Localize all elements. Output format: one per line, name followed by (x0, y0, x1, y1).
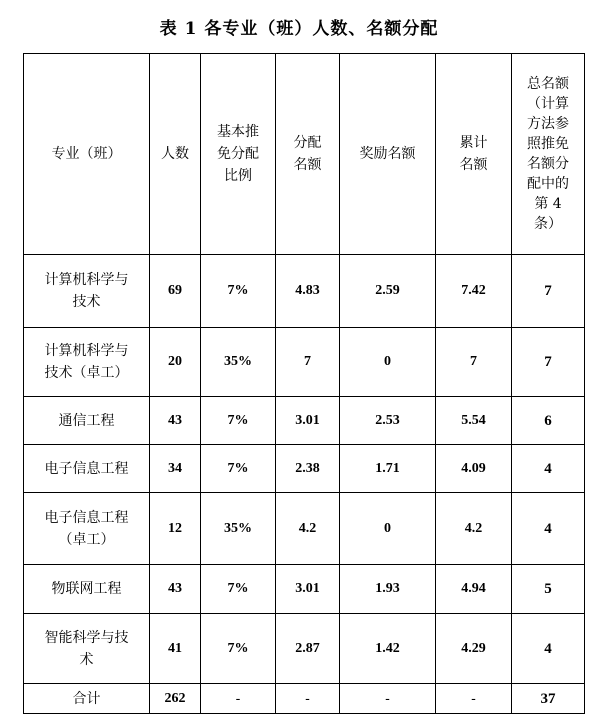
cell-count: 43 (150, 397, 201, 445)
cell-major: 通信工程 (24, 397, 150, 445)
cell-alloc: 2.87 (276, 614, 340, 684)
cell-ratio: 7% (201, 397, 276, 445)
cell-reward: 1.42 (340, 614, 436, 684)
total-total: 37 (512, 684, 585, 714)
cell-count: 20 (150, 328, 201, 397)
cell-total: 6 (512, 397, 585, 445)
total-alloc: - (276, 684, 340, 714)
header-count: 人数 (150, 54, 201, 255)
header-major: 专业（班） (24, 54, 150, 255)
cell-alloc: 3.01 (276, 397, 340, 445)
cell-major: 计算机科学与 技术 (24, 255, 150, 328)
cell-reward: 0 (340, 328, 436, 397)
cell-count: 12 (150, 493, 201, 565)
cell-ratio: 7% (201, 614, 276, 684)
total-ratio: - (201, 684, 276, 714)
cell-alloc: 2.38 (276, 445, 340, 493)
cell-cumulative: 4.29 (436, 614, 512, 684)
cell-cumulative: 7 (436, 328, 512, 397)
table-row (24, 397, 585, 445)
total-cumulative: - (436, 684, 512, 714)
cell-major: 物联网工程 (24, 565, 150, 614)
table-title: 表 1 各专业（班）人数、名额分配 (159, 19, 439, 39)
header-row (24, 54, 585, 255)
table-row (24, 328, 585, 397)
cell-count: 43 (150, 565, 201, 614)
cell-cumulative: 4.09 (436, 445, 512, 493)
cell-total: 7 (512, 255, 585, 328)
cell-major: 智能科学与技 术 (24, 614, 150, 684)
cell-alloc: 4.2 (276, 493, 340, 565)
cell-total: 5 (512, 565, 585, 614)
table-row (24, 493, 585, 565)
cell-count: 41 (150, 614, 201, 684)
cell-cumulative: 5.54 (436, 397, 512, 445)
header-cumulative: 累计 名额 (436, 54, 512, 255)
cell-total: 7 (512, 328, 585, 397)
cell-total: 4 (512, 614, 585, 684)
total-label: 合计 (24, 684, 150, 714)
cell-cumulative: 7.42 (436, 255, 512, 328)
cell-ratio: 7% (201, 255, 276, 328)
cell-cumulative: 4.94 (436, 565, 512, 614)
cell-ratio: 35% (201, 493, 276, 565)
cell-total: 4 (512, 493, 585, 565)
cell-major: 电子信息工程 （卓工） (24, 493, 150, 565)
total-reward: - (340, 684, 436, 714)
cell-total: 4 (512, 445, 585, 493)
cell-reward: 2.53 (340, 397, 436, 445)
cell-reward: 1.71 (340, 445, 436, 493)
cell-count: 34 (150, 445, 201, 493)
cell-reward: 1.93 (340, 565, 436, 614)
table-row (24, 445, 585, 493)
cell-major: 电子信息工程 (24, 445, 150, 493)
cell-major: 计算机科学与 技术（卓工） (24, 328, 150, 397)
cell-count: 69 (150, 255, 201, 328)
cell-reward: 2.59 (340, 255, 436, 328)
header-reward: 奖励名额 (340, 54, 436, 255)
header-alloc: 分配 名额 (276, 54, 340, 255)
cell-reward: 0 (340, 493, 436, 565)
allocation-table (23, 53, 585, 714)
total-row (24, 684, 585, 714)
cell-cumulative: 4.2 (436, 493, 512, 565)
cell-ratio: 7% (201, 565, 276, 614)
cell-ratio: 35% (201, 328, 276, 397)
cell-ratio: 7% (201, 445, 276, 493)
total-count: 262 (150, 684, 201, 714)
cell-alloc: 7 (276, 328, 340, 397)
header-total: 总名额 （计算 方法参 照推免 名额分 配中的 第 4 条） (512, 54, 585, 255)
header-ratio: 基本推 免分配 比例 (201, 54, 276, 255)
cell-alloc: 4.83 (276, 255, 340, 328)
cell-alloc: 3.01 (276, 565, 340, 614)
table-row (24, 255, 585, 328)
table-row (24, 614, 585, 684)
table-row (24, 565, 585, 614)
